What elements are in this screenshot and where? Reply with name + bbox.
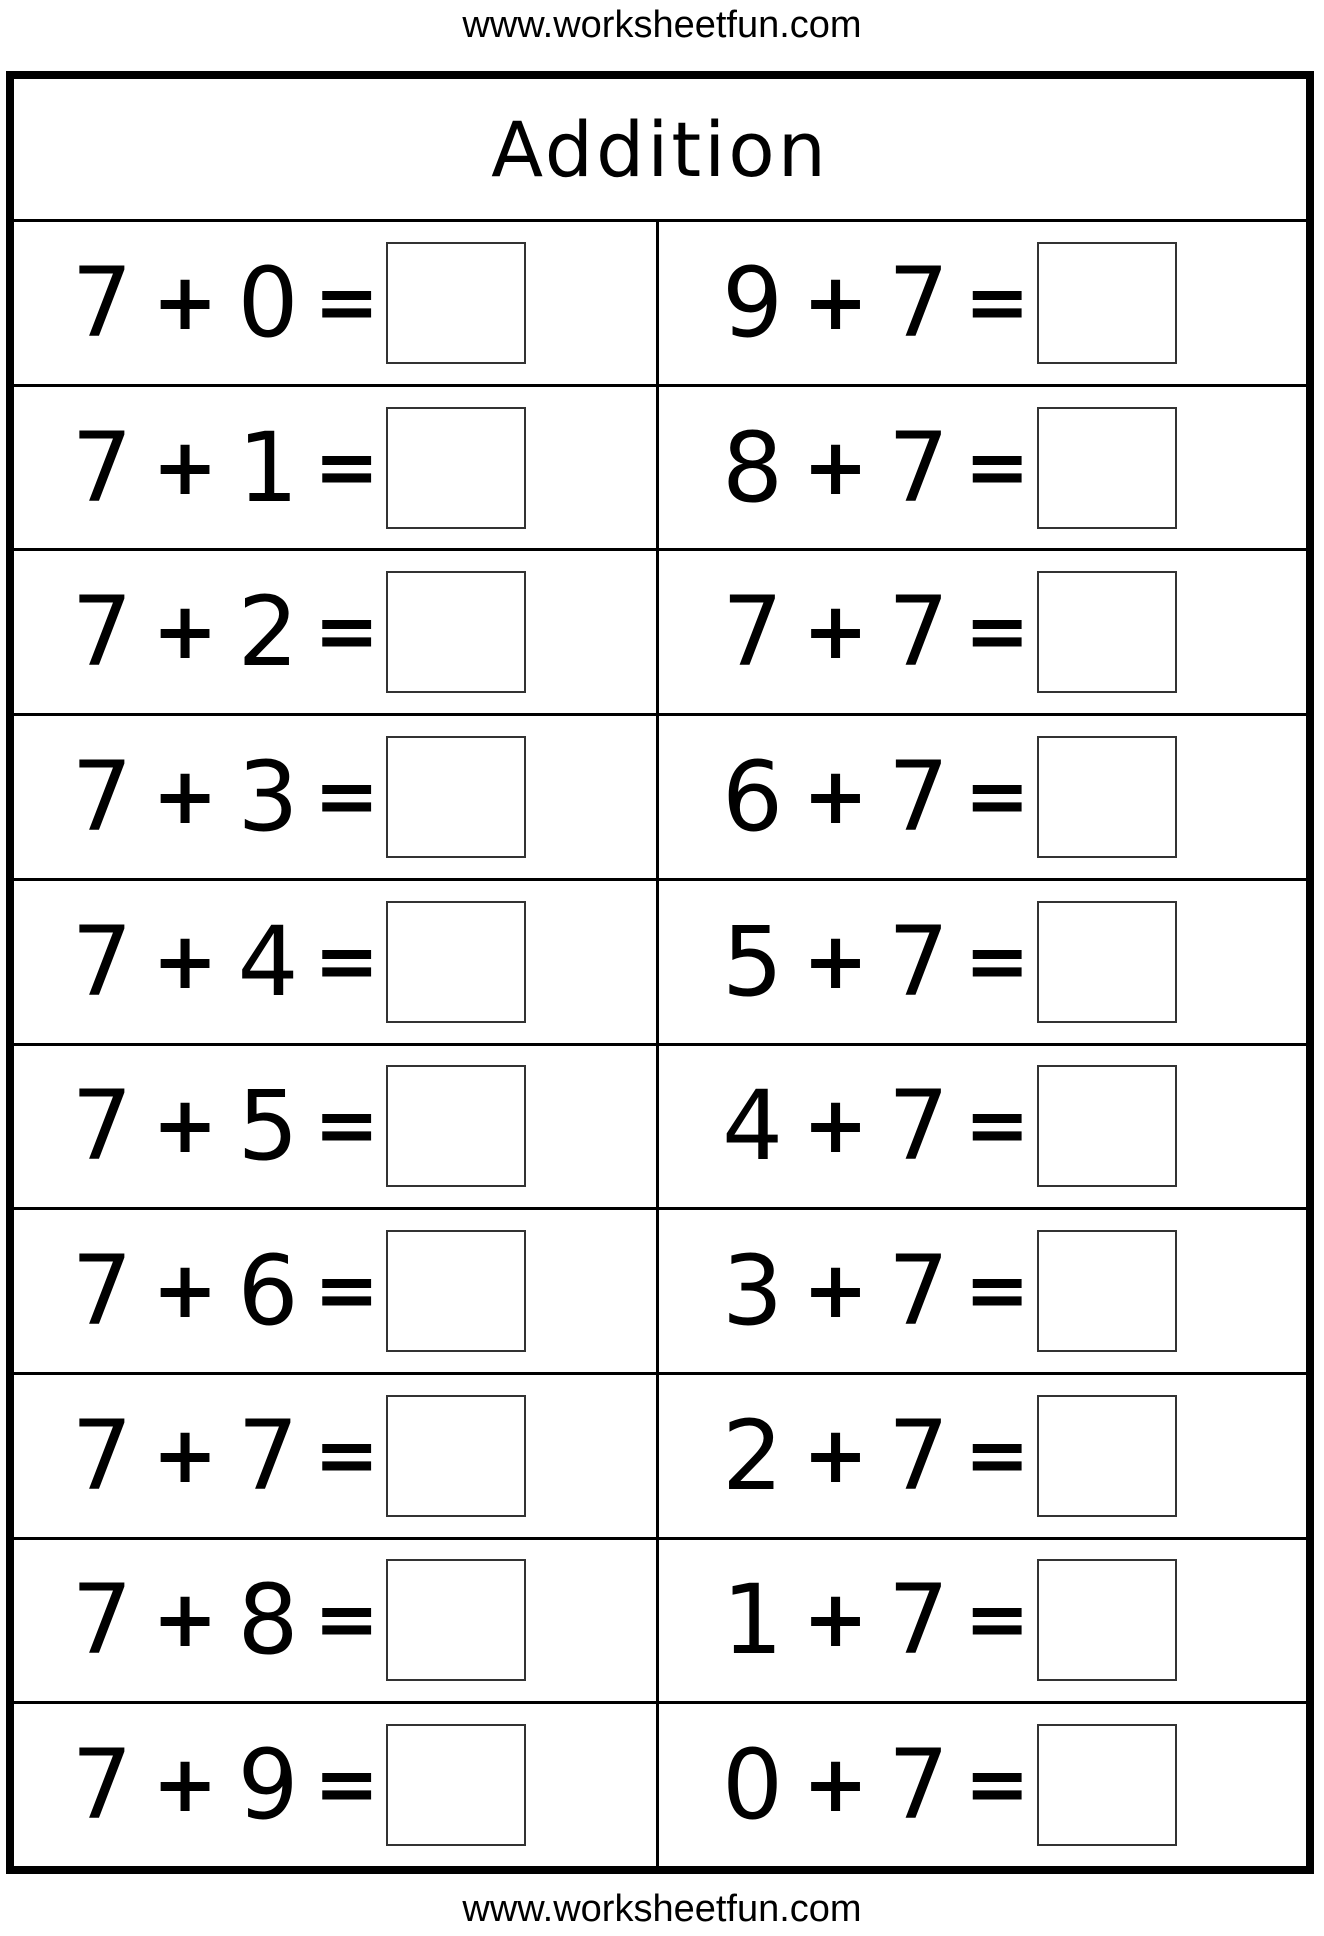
- answer-box[interactable]: [1037, 571, 1177, 693]
- equals-sign: =: [314, 751, 380, 842]
- problem-left: [14, 1210, 659, 1372]
- addend-b: 7: [887, 411, 950, 524]
- equals-sign: =: [314, 1410, 380, 1501]
- addend-a: 9: [721, 246, 784, 359]
- addend-a: 7: [71, 576, 133, 689]
- problem-right: [659, 1704, 1307, 1866]
- plus-sign: +: [802, 422, 869, 513]
- problem-row: [14, 1540, 1306, 1705]
- addend-a: 7: [71, 246, 133, 359]
- answer-box[interactable]: [1037, 1724, 1177, 1846]
- plus-sign: +: [802, 257, 869, 348]
- problem-right: [659, 716, 1307, 878]
- problem-left: [14, 1046, 659, 1208]
- problem-row: [14, 551, 1306, 716]
- problem-left: [14, 1540, 659, 1702]
- problem-left: [14, 551, 659, 713]
- plus-sign: +: [802, 916, 869, 1007]
- answer-box[interactable]: [386, 407, 526, 529]
- problem-row: [14, 1375, 1306, 1540]
- addend-b: 7: [887, 1564, 950, 1677]
- addend-b: 7: [887, 740, 950, 853]
- addend-a: 7: [71, 1070, 133, 1183]
- plus-sign: +: [152, 422, 218, 513]
- equals-sign: =: [964, 916, 1030, 1007]
- problem-left: [14, 222, 659, 384]
- addend-a: 7: [721, 576, 784, 689]
- equals-sign: =: [314, 587, 380, 678]
- problem-right: [659, 881, 1307, 1043]
- plus-sign: +: [152, 1410, 218, 1501]
- addend-b: 4: [237, 905, 299, 1018]
- plus-sign: +: [152, 257, 218, 348]
- addend-b: 7: [887, 1399, 950, 1512]
- addend-a: 7: [71, 1399, 133, 1512]
- equals-sign: =: [314, 257, 380, 348]
- problem-left: [14, 1375, 659, 1537]
- problem-row: [14, 1210, 1306, 1375]
- equals-sign: =: [964, 1246, 1030, 1337]
- plus-sign: +: [802, 751, 869, 842]
- answer-box[interactable]: [1037, 242, 1177, 364]
- answer-box[interactable]: [386, 1559, 526, 1681]
- answer-box[interactable]: [1037, 1559, 1177, 1681]
- plus-sign: +: [802, 1410, 869, 1501]
- addend-b: 5: [237, 1070, 299, 1183]
- answer-box[interactable]: [386, 736, 526, 858]
- addend-b: 7: [887, 246, 950, 359]
- addend-b: 7: [887, 576, 950, 689]
- equals-sign: =: [314, 1575, 380, 1666]
- plus-sign: +: [152, 1081, 218, 1172]
- equals-sign: =: [964, 1740, 1030, 1831]
- worksheet-title: Addition: [491, 104, 829, 194]
- addend-b: 1: [237, 411, 299, 524]
- addend-b: 0: [237, 246, 299, 359]
- plus-sign: +: [802, 1246, 869, 1337]
- problem-row: [14, 881, 1306, 1046]
- problem-right: [659, 1046, 1307, 1208]
- answer-box[interactable]: [386, 1230, 526, 1352]
- addend-a: 7: [71, 905, 133, 1018]
- plus-sign: +: [152, 587, 218, 678]
- plus-sign: +: [152, 1246, 218, 1337]
- problem-left: [14, 881, 659, 1043]
- problem-right: [659, 551, 1307, 713]
- equals-sign: =: [964, 1410, 1030, 1501]
- problem-grid: [14, 222, 1306, 1866]
- answer-box[interactable]: [386, 242, 526, 364]
- answer-box[interactable]: [386, 1395, 526, 1517]
- equals-sign: =: [964, 422, 1030, 513]
- addend-a: 1: [721, 1564, 784, 1677]
- plus-sign: +: [152, 1740, 218, 1831]
- answer-box[interactable]: [1037, 407, 1177, 529]
- problem-right: [659, 1210, 1307, 1372]
- addend-b: 7: [887, 1729, 950, 1842]
- plus-sign: +: [802, 1575, 869, 1666]
- addend-b: 9: [237, 1729, 299, 1842]
- addend-a: 3: [721, 1235, 784, 1348]
- answer-box[interactable]: [386, 1724, 526, 1846]
- problem-right: [659, 1540, 1307, 1702]
- addend-b: 7: [887, 1070, 950, 1183]
- equals-sign: =: [964, 751, 1030, 842]
- plus-sign: +: [802, 587, 869, 678]
- footer-site-url: www.worksheetfun.com: [462, 1888, 862, 1930]
- addend-b: 6: [237, 1235, 299, 1348]
- addend-a: 6: [721, 740, 784, 853]
- problem-row: [14, 1046, 1306, 1211]
- problem-right: [659, 222, 1307, 384]
- plus-sign: +: [152, 916, 218, 1007]
- equals-sign: =: [314, 1081, 380, 1172]
- addend-a: 7: [71, 1235, 133, 1348]
- equals-sign: =: [964, 587, 1030, 678]
- problem-row: [14, 387, 1306, 552]
- equals-sign: =: [314, 422, 380, 513]
- title-bar: [14, 79, 1306, 222]
- addend-a: 7: [71, 1564, 133, 1677]
- addend-a: 4: [721, 1070, 784, 1183]
- problem-left: [14, 716, 659, 878]
- equals-sign: =: [964, 1575, 1030, 1666]
- problem-row: [14, 716, 1306, 881]
- addend-a: 7: [71, 411, 133, 524]
- addend-a: 7: [71, 740, 133, 853]
- equals-sign: =: [314, 916, 380, 1007]
- answer-box[interactable]: [1037, 1230, 1177, 1352]
- plus-sign: +: [152, 751, 218, 842]
- answer-box[interactable]: [1037, 736, 1177, 858]
- addend-b: 7: [887, 905, 950, 1018]
- problem-right: [659, 1375, 1307, 1537]
- equals-sign: =: [314, 1246, 380, 1337]
- problem-left: [14, 1704, 659, 1866]
- answer-box[interactable]: [1037, 1395, 1177, 1517]
- addend-b: 2: [237, 576, 299, 689]
- worksheet-frame: [6, 71, 1314, 1874]
- header-site-url: www.worksheetfun.com: [462, 4, 862, 46]
- problem-left: [14, 387, 659, 549]
- addend-a: 7: [71, 1729, 133, 1842]
- addend-a: 8: [721, 411, 784, 524]
- addend-a: 2: [721, 1399, 784, 1512]
- addend-b: 3: [237, 740, 299, 853]
- equals-sign: =: [964, 1081, 1030, 1172]
- answer-box[interactable]: [1037, 1065, 1177, 1187]
- answer-box[interactable]: [386, 901, 526, 1023]
- equals-sign: =: [314, 1740, 380, 1831]
- addend-b: 7: [887, 1235, 950, 1348]
- plus-sign: +: [152, 1575, 218, 1666]
- addend-a: 0: [721, 1729, 784, 1842]
- addend-b: 7: [237, 1399, 299, 1512]
- plus-sign: +: [802, 1740, 869, 1831]
- addend-b: 8: [237, 1564, 299, 1677]
- addend-a: 5: [721, 905, 784, 1018]
- answer-box[interactable]: [386, 571, 526, 693]
- answer-box[interactable]: [386, 1065, 526, 1187]
- equals-sign: =: [964, 257, 1030, 348]
- plus-sign: +: [802, 1081, 869, 1172]
- problem-right: [659, 387, 1307, 549]
- problem-row: [14, 222, 1306, 387]
- problem-row: [14, 1704, 1306, 1866]
- answer-box[interactable]: [1037, 901, 1177, 1023]
